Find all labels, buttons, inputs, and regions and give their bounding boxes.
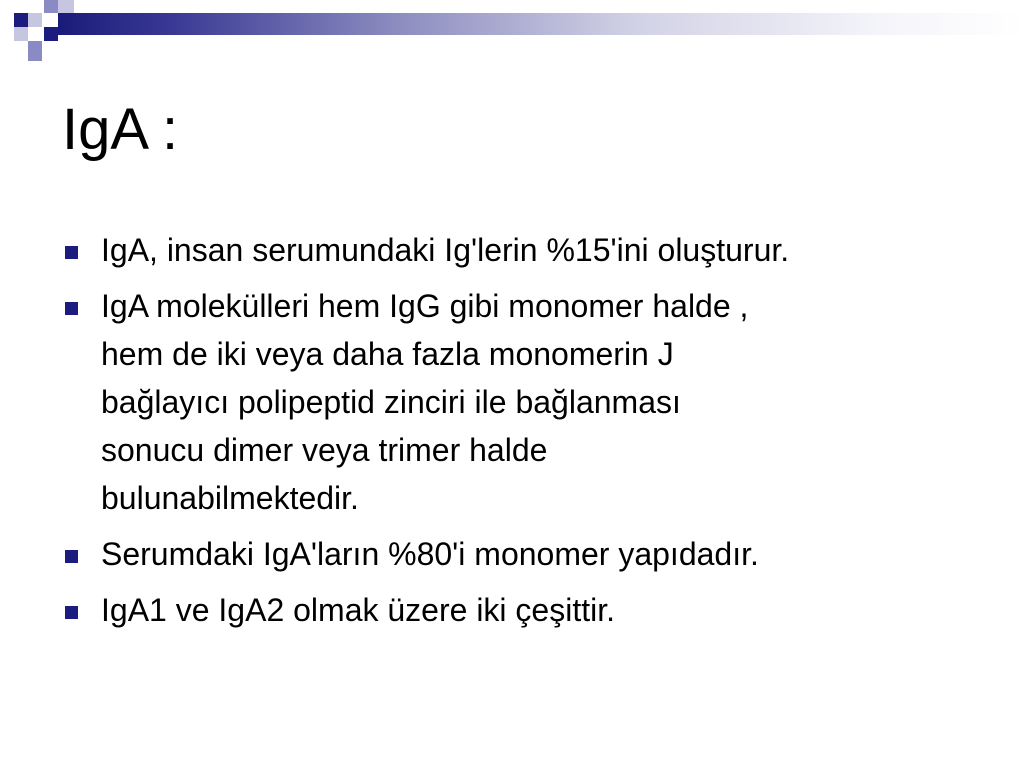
- decor-square-2: [28, 13, 42, 27]
- square-bullet-icon: [65, 550, 78, 563]
- list-item: [64, 530, 984, 578]
- header-gradient-bar: [58, 13, 1024, 35]
- slide-title: IgA :: [62, 97, 179, 162]
- square-bullet-icon: [65, 302, 78, 315]
- decor-square-5: [14, 27, 28, 41]
- list-item: [64, 226, 984, 274]
- decor-square-6: [28, 41, 42, 61]
- decor-square-1: [14, 13, 28, 27]
- bullet-text: IgA1 ve IgA2 olmak üzere iki çeşittir.: [101, 592, 615, 628]
- bullet-text: IgA, insan serumundaki Ig'lerin %15'ini oluşturur.: [101, 232, 790, 268]
- list-item: [64, 282, 984, 522]
- bullet-text: Serumdaki IgA'ların %80'i monomer yapıdadır.: [101, 536, 759, 572]
- decor-square-3: [44, 0, 58, 13]
- bullet-text: IgA molekülleri hem IgG gibi monomer halde , hem de iki veya daha fazla monomerin J bağlayıcı polipeptid zinciri ile bağlanması sonucu dimer veya trimer halde bulunabilmektedir.: [101, 288, 749, 516]
- list-item: [64, 586, 984, 634]
- decor-square-7: [44, 27, 58, 41]
- square-bullet-icon: [65, 606, 78, 619]
- square-bullet-icon: [65, 246, 78, 259]
- bullet-list: [64, 226, 984, 642]
- decor-square-4: [58, 0, 74, 13]
